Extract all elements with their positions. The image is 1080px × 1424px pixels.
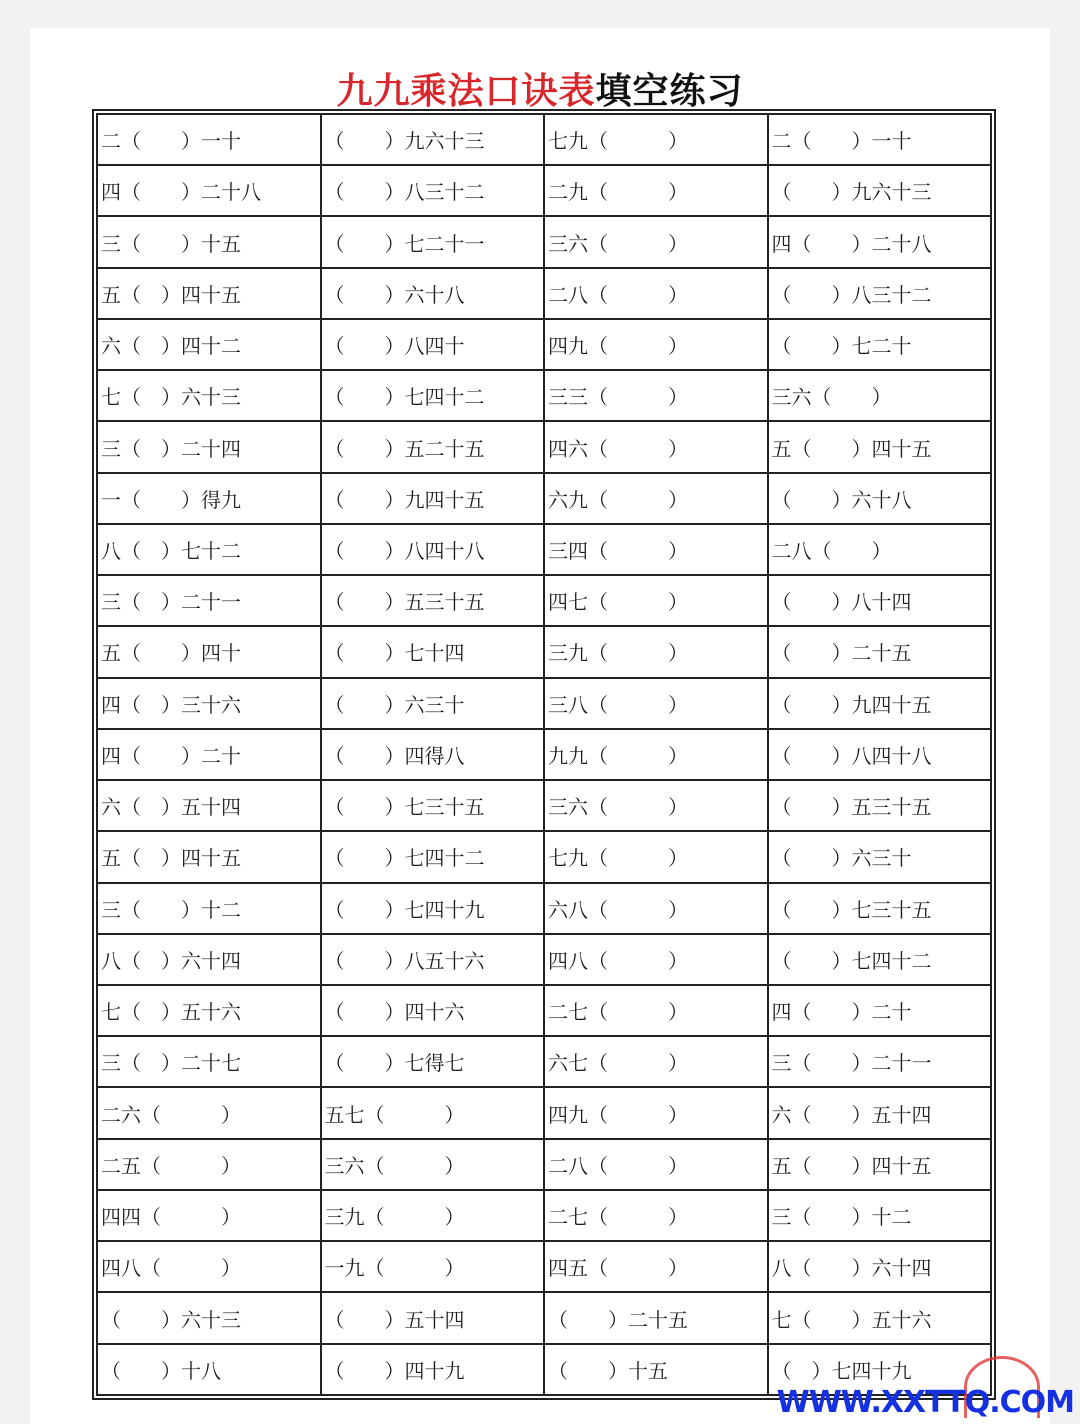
- table-row: [97, 1139, 991, 1190]
- exercise-cell: 三八（ ）: [544, 678, 768, 729]
- exercise-cell: （ ）八五十六: [321, 934, 545, 985]
- exercise-cell: （ ）七二十: [768, 319, 992, 370]
- exercise-cell: （ ）八三十二: [321, 165, 545, 216]
- exercise-cell: 六七（ ）: [544, 1036, 768, 1087]
- exercise-cell: 五（ ）四十: [97, 626, 321, 677]
- exercise-cell: 九九（ ）: [544, 729, 768, 780]
- exercise-cell: （ ）六三十: [321, 678, 545, 729]
- exercise-cell: 三（ ）二十一: [97, 575, 321, 626]
- exercise-cell: （ ）七得七: [321, 1036, 545, 1087]
- page-title: [30, 68, 1050, 114]
- exercise-cell: （ ）七四十二: [321, 370, 545, 421]
- exercise-cell: 四九（ ）: [544, 319, 768, 370]
- exercise-cell: （ ）九四十五: [321, 473, 545, 524]
- exercise-cell: 六（ ）五十四: [97, 780, 321, 831]
- exercise-cell: 二八（ ）: [544, 268, 768, 319]
- table-row: [97, 1292, 991, 1343]
- exercise-cell: 二七（ ）: [544, 985, 768, 1036]
- exercise-cell: 四四（ ）: [97, 1190, 321, 1241]
- table-row: [97, 780, 991, 831]
- exercise-cell: 六（ ）四十二: [97, 319, 321, 370]
- exercise-cell: （ ）八四十八: [768, 729, 992, 780]
- exercise-table: [96, 113, 992, 1396]
- exercise-cell: （ ）二十五: [544, 1292, 768, 1343]
- exercise-cell: 八（ ）六十四: [97, 934, 321, 985]
- exercise-table-frame: [92, 109, 996, 1400]
- exercise-cell: （ ）八四十八: [321, 524, 545, 575]
- exercise-cell: 四（ ）二十: [97, 729, 321, 780]
- exercise-cell: 一九（ ）: [321, 1241, 545, 1292]
- table-row: [97, 575, 991, 626]
- exercise-cell: （ ）五三十五: [768, 780, 992, 831]
- exercise-cell: 三（ ）二十七: [97, 1036, 321, 1087]
- exercise-cell: （ ）八十四: [768, 575, 992, 626]
- exercise-cell: 三（ ）十二: [97, 883, 321, 934]
- exercise-cell: （ ）十五: [544, 1344, 768, 1395]
- exercise-cell: 三六（ ）: [321, 1139, 545, 1190]
- exercise-cell: 五七（ ）: [321, 1087, 545, 1138]
- table-row: [97, 1241, 991, 1292]
- table-row: [97, 985, 991, 1036]
- exercise-cell: 六九（ ）: [544, 473, 768, 524]
- exercise-cell: 三六（ ）: [544, 216, 768, 267]
- exercise-cell: 四九（ ）: [544, 1087, 768, 1138]
- table-row: [97, 165, 991, 216]
- exercise-cell: 一（ ）得九: [97, 473, 321, 524]
- table-row: [97, 1087, 991, 1138]
- table-row: [97, 1036, 991, 1087]
- table-row: [97, 114, 991, 165]
- exercise-cell: （ ）五十四: [321, 1292, 545, 1343]
- exercise-cell: （ ）六三十: [768, 831, 992, 882]
- watermark: WWW.XXTTQ.COM: [776, 1385, 1074, 1420]
- table-row: [97, 1190, 991, 1241]
- exercise-cell: 七（ ）六十三: [97, 370, 321, 421]
- exercise-cell: 七（ ）五十六: [768, 1292, 992, 1343]
- exercise-cell: （ ）四十九: [321, 1344, 545, 1395]
- exercise-cell: 三九（ ）: [321, 1190, 545, 1241]
- exercise-cell: （ ）十八: [97, 1344, 321, 1395]
- exercise-cell: 四八（ ）: [97, 1241, 321, 1292]
- exercise-cell: （ ）九六十三: [321, 114, 545, 165]
- title-red: 九九乘法口诀表: [336, 70, 596, 112]
- exercise-cell: 三（ ）二十一: [768, 1036, 992, 1087]
- exercise-cell: （ ）六十八: [768, 473, 992, 524]
- table-row: [97, 626, 991, 677]
- exercise-cell: 八（ ）七十二: [97, 524, 321, 575]
- exercise-cell: 八（ ）六十四: [768, 1241, 992, 1292]
- exercise-cell: 七（ ）五十六: [97, 985, 321, 1036]
- exercise-cell: 五（ ）四十五: [97, 831, 321, 882]
- exercise-cell: （ ）五二十五: [321, 421, 545, 472]
- exercise-cell: 二九（ ）: [544, 165, 768, 216]
- exercise-cell: （ ）四十六: [321, 985, 545, 1036]
- exercise-cell: 三（ ）二十四: [97, 421, 321, 472]
- exercise-cell: （ ）八三十二: [768, 268, 992, 319]
- exercise-cell: （ ）六十三: [97, 1292, 321, 1343]
- exercise-cell: 二（ ）一十: [97, 114, 321, 165]
- exercise-cell: （ ）七四十二: [321, 831, 545, 882]
- exercise-cell: 二八（ ）: [544, 1139, 768, 1190]
- exercise-cell: （ ）七三十五: [768, 883, 992, 934]
- exercise-cell: 五（ ）四十五: [768, 1139, 992, 1190]
- exercise-cell: （ ）七十四: [321, 626, 545, 677]
- exercise-cell: （ ）七四十二: [768, 934, 992, 985]
- exercise-cell: （ ）七四十九: [768, 1344, 992, 1395]
- exercise-cell: （ ）八四十: [321, 319, 545, 370]
- exercise-cell: 二（ ）一十: [768, 114, 992, 165]
- exercise-cell: （ ）六十八: [321, 268, 545, 319]
- exercise-cell: 四八（ ）: [544, 934, 768, 985]
- exercise-cell: 二六（ ）: [97, 1087, 321, 1138]
- exercise-cell: （ ）九四十五: [768, 678, 992, 729]
- table-row: [97, 831, 991, 882]
- exercise-cell: 四（ ）二十八: [97, 165, 321, 216]
- title-black: 填空练习: [595, 70, 744, 112]
- exercise-cell: （ ）七三十五: [321, 780, 545, 831]
- exercise-cell: 六（ ）五十四: [768, 1087, 992, 1138]
- exercise-cell: 三四（ ）: [544, 524, 768, 575]
- exercise-cell: （ ）五三十五: [321, 575, 545, 626]
- exercise-cell: 四六（ ）: [544, 421, 768, 472]
- exercise-cell: （ ）四得八: [321, 729, 545, 780]
- exercise-cell: 三三（ ）: [544, 370, 768, 421]
- table-row: [97, 319, 991, 370]
- exercise-cell: 四（ ）二十: [768, 985, 992, 1036]
- exercise-cell: 七九（ ）: [544, 114, 768, 165]
- exercise-cell: 三（ ）十二: [768, 1190, 992, 1241]
- exercise-cell: （ ）九六十三: [768, 165, 992, 216]
- exercise-cell: （ ）七四十九: [321, 883, 545, 934]
- exercise-cell: 五（ ）四十五: [97, 268, 321, 319]
- exercise-cell: （ ）七二十一: [321, 216, 545, 267]
- table-row: [97, 524, 991, 575]
- exercise-cell: 三六（ ）: [544, 780, 768, 831]
- exercise-cell: 二五（ ）: [97, 1139, 321, 1190]
- exercise-cell: （ ）二十五: [768, 626, 992, 677]
- table-row: [97, 934, 991, 985]
- exercise-cell: 四七（ ）: [544, 575, 768, 626]
- exercise-cell: 六八（ ）: [544, 883, 768, 934]
- exercise-cell: 五（ ）四十五: [768, 421, 992, 472]
- table-row: [97, 883, 991, 934]
- exercise-cell: 三六（ ）: [768, 370, 992, 421]
- exercise-cell: 三九（ ）: [544, 626, 768, 677]
- table-row: [97, 370, 991, 421]
- exercise-cell: 四五（ ）: [544, 1241, 768, 1292]
- exercise-cell: 七九（ ）: [544, 831, 768, 882]
- worksheet-page: [30, 28, 1050, 1424]
- table-row: [97, 268, 991, 319]
- table-row: [97, 729, 991, 780]
- table-row: [97, 678, 991, 729]
- exercise-cell: 二七（ ）: [544, 1190, 768, 1241]
- table-row: [97, 216, 991, 267]
- exercise-cell: 三（ ）十五: [97, 216, 321, 267]
- exercise-cell: 二八（ ）: [768, 524, 992, 575]
- exercise-cell: 四（ ）三十六: [97, 678, 321, 729]
- table-row: [97, 473, 991, 524]
- table-row: [97, 421, 991, 472]
- exercise-cell: 四（ ）二十八: [768, 216, 992, 267]
